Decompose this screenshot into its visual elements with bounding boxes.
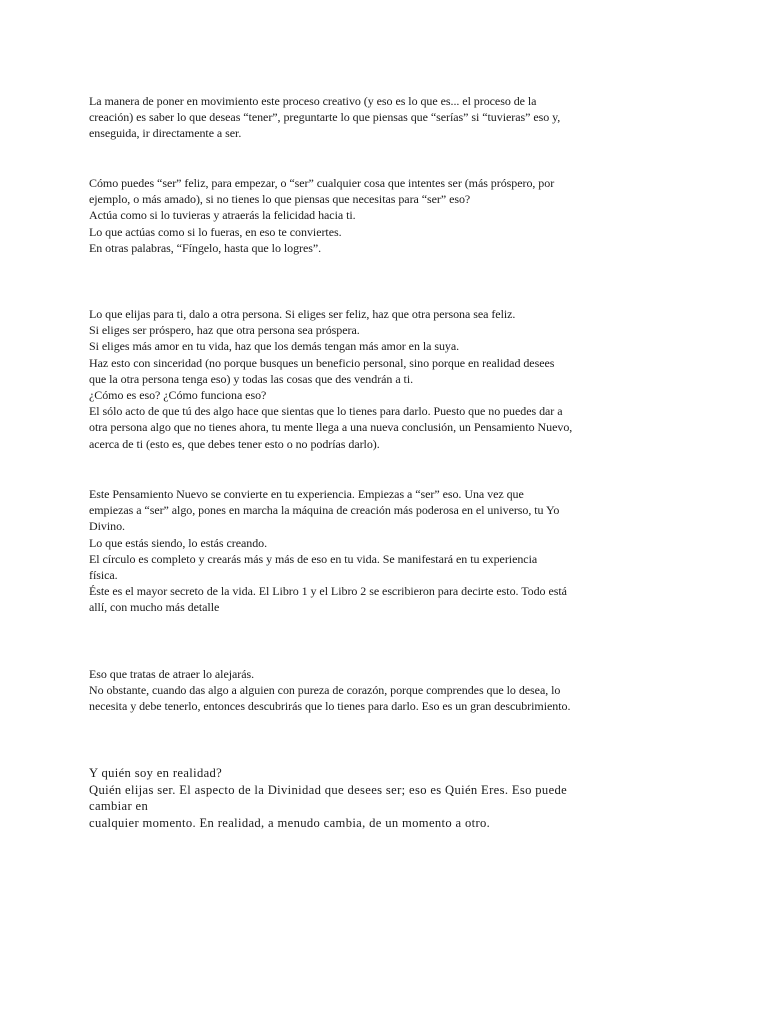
text-line: empiezas a “ser” algo, pones en marcha la máquina de creación más poderosa en el universo, tu Yo — [89, 503, 560, 518]
text-line: El círculo es completo y crearás más y más de eso en tu vida. Se manifestará en tu experiencia — [89, 551, 538, 566]
text-line: Lo que estás siendo, lo estás creando. — [89, 535, 268, 550]
text-line: Eso que tratas de atraer lo alejarás. — [89, 667, 255, 681]
paragraph-creative-process — [89, 93, 664, 142]
text-line: allí, con mucho más detalle — [89, 600, 220, 615]
paragraph-give-to-others — [89, 306, 664, 452]
text-line: acerca de ti (esto es, que debes tener esto o no podrías darlo). — [89, 436, 380, 451]
text-line: otra persona algo que no tienes ahora, tu mente llega a una nueva conclusión, un Pensamiento Nuevo, — [89, 420, 573, 435]
text-line: física. — [89, 568, 118, 583]
text-line: Divino. — [89, 519, 125, 534]
text-line: Si eliges ser próspero, haz que otra persona sea próspera. — [89, 323, 360, 338]
text-line: enseguida, ir directamente a ser. — [89, 126, 242, 141]
text-line: Lo que elijas para ti, dalo a otra persona. Si eliges ser feliz, haz que otra persona sea feliz. — [89, 307, 516, 321]
text-line: cualquier momento. En realidad, a menudo cambia, de un momento a otro. — [89, 815, 491, 830]
text-line: Cómo puedes “ser” feliz, para empezar, o “ser” cualquier cosa que intentes ser (más próspero, por — [89, 176, 555, 190]
text-line: Lo que actúas como si lo fueras, en eso te conviertes. — [89, 224, 342, 239]
text-line: cambiar en — [89, 799, 149, 814]
text-line: ¿Cómo es eso? ¿Cómo funciona eso? — [89, 388, 267, 403]
text-line: Si eliges más amor en tu vida, haz que los demás tengan más amor en la suya. — [89, 339, 460, 354]
text-line: ejemplo, o más amado), si no tienes lo que piensas que necesitas para “ser” eso? — [89, 192, 471, 207]
text-line: En otras palabras, “Fíngelo, hasta que lo logres”. — [89, 240, 322, 255]
text-line: necesita y debe tenerlo, entonces descubrirás que lo tienes para darlo. Eso es un gran descubrimiento. — [89, 699, 571, 714]
paragraph-who-am-i — [89, 765, 664, 831]
text-line: Este Pensamiento Nuevo se convierte en tu experiencia. Empiezas a “ser” eso. Una vez que — [89, 487, 524, 501]
text-line: que la otra persona tenga eso) y todas las cosas que des vendrán a ti. — [89, 371, 414, 386]
text-line: creación) es saber lo que deseas “tener”, preguntarte lo que piensas que “serías” si “tuvieras” eso y, — [89, 110, 561, 125]
text-line: Actúa como si lo tuvieras y atraerás la felicidad hacia ti. — [89, 208, 356, 223]
text-line: La manera de poner en movimiento este proceso creativo (y eso es lo que es... el proceso de la — [89, 94, 537, 108]
paragraph-attract-and-give — [89, 666, 664, 715]
text-line: No obstante, cuando das algo a alguien con pureza de corazón, porque comprendes que lo desea, lo — [89, 683, 561, 698]
text-line: El sólo acto de que tú des algo hace que sientas que lo tienes para darlo. Puesto que no puedes dar a — [89, 404, 563, 419]
text-line: Haz esto con sinceridad (no porque busques un beneficio personal, sino porque en realidad desees — [89, 355, 555, 370]
text-line: Éste es el mayor secreto de la vida. El Libro 1 y el Libro 2 se escribieron para decirte esto. Todo está — [89, 584, 567, 599]
paragraph-new-thought — [89, 486, 664, 616]
text-line: Y quién soy en realidad? — [89, 766, 223, 780]
paragraph-how-to-be-happy — [89, 175, 664, 256]
text-line: Quién elijas ser. El aspecto de la Divinidad que desees ser; eso es Quién Eres. Eso puede — [89, 782, 568, 797]
